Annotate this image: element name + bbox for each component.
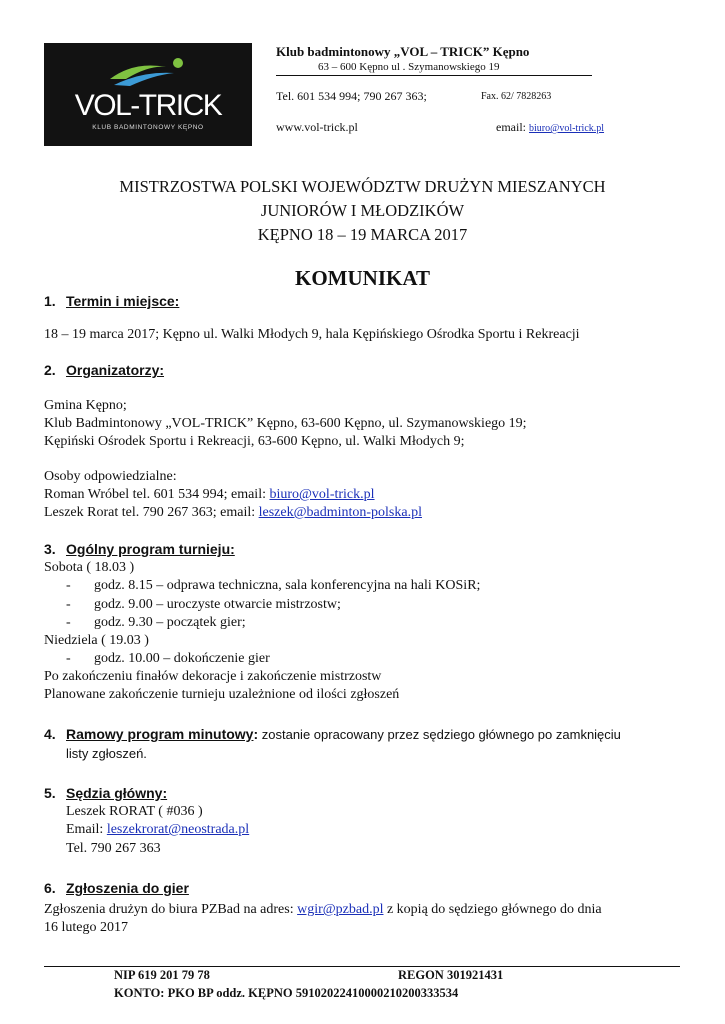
footer-divider bbox=[44, 966, 680, 967]
section-6-heading bbox=[44, 880, 189, 896]
person-1-email-link[interactable]: biuro@vol-trick.pl bbox=[269, 487, 375, 502]
club-name: Klub badmintonowy „VOL – TRICK” Kępno bbox=[276, 44, 530, 59]
title-line-1: MISTRZOSTWA POLSKI WOJEWÓDZTW DRUŻYN MIESZANYCH bbox=[119, 177, 606, 196]
section-colon: : bbox=[253, 726, 259, 742]
section-title: Organizatorzy: bbox=[66, 362, 165, 378]
referee-email-label: Email: bbox=[66, 822, 107, 837]
schedule-item: - godz. 8.15 – odprawa techniczna, sala konferencyjna na hali KOSiR; bbox=[66, 578, 481, 593]
section-number: 3. bbox=[44, 541, 56, 557]
day-saturday: Sobota ( 18.03 ) bbox=[44, 560, 135, 575]
section-2-heading bbox=[44, 362, 164, 378]
title-line-3: KĘPNO 18 – 19 MARCA 2017 bbox=[257, 225, 468, 244]
footer-regon: REGON 301921431 bbox=[398, 968, 504, 982]
entries-text-cont: z kopią do sędziego głównego do dnia bbox=[383, 902, 602, 917]
person-2-email-link[interactable]: leszek@badminton-polska.pl bbox=[258, 505, 422, 520]
section-title: Termin i miejsce: bbox=[66, 293, 180, 309]
header-divider bbox=[276, 75, 592, 76]
section-number: 4. bbox=[44, 726, 56, 742]
event-date-place: 18 – 19 marca 2017; Kępno ul. Walki Młodych 9, hala Kępińskiego Ośrodka Sportu i Rekreacji bbox=[44, 327, 580, 342]
club-email-link[interactable]: biuro@vol-trick.pl bbox=[529, 123, 605, 134]
referee-name: Leszek RORAT ( #036 ) bbox=[66, 804, 203, 819]
page-title: KOMUNIKAT bbox=[295, 266, 430, 290]
logo-wordmark: VOL-TRICK bbox=[74, 89, 222, 122]
entries-deadline: 16 lutego 2017 bbox=[44, 920, 128, 935]
person-1-info: Roman Wróbel tel. 601 534 994; email: bbox=[44, 487, 270, 502]
footer-nip: NIP 619 201 79 78 bbox=[114, 968, 210, 982]
section-1-heading bbox=[44, 293, 179, 309]
section-title: Zgłoszenia do gier bbox=[66, 880, 189, 896]
schedule-item-text: godz. 9.30 – początek gier; bbox=[94, 615, 246, 630]
entries-email-link[interactable]: wgir@pzbad.pl bbox=[297, 902, 384, 917]
section-3-heading bbox=[44, 541, 235, 557]
schedule-note-2: Planowane zakończenie turnieju uzależnione od ilości zgłoszeń bbox=[44, 687, 400, 702]
referee-email bbox=[66, 821, 249, 839]
organizer-2: Klub Badmintonowy „VOL-TRICK” Kępno, 63-600 Kępno, ul. Szymanowskiego 19; bbox=[44, 416, 527, 431]
section-title: Ramowy program minutowy bbox=[66, 726, 254, 742]
organizer-3: Kępiński Ośrodek Sportu i Rekreacji, 63-600 Kępno, ul. Walki Młodych 9; bbox=[44, 434, 465, 449]
referee-phone: Tel. 790 267 363 bbox=[66, 841, 161, 856]
section-4-heading bbox=[44, 726, 621, 742]
club-email-label: email: bbox=[496, 120, 526, 134]
section-4-description-cont: listy zgłoszeń. bbox=[66, 746, 147, 761]
section-number: 1. bbox=[44, 293, 56, 309]
section-4-description: zostanie opracowany przez sędziego głównego po zamknięciu bbox=[258, 727, 621, 742]
entries-info bbox=[44, 901, 602, 919]
person-1 bbox=[44, 486, 375, 504]
schedule-item-text: godz. 10.00 – dokończenie gier bbox=[94, 651, 270, 666]
person-2 bbox=[44, 504, 422, 522]
persons-label: Osoby odpowiedzialne: bbox=[44, 469, 177, 484]
section-number: 2. bbox=[44, 362, 56, 378]
entries-text: Zgłoszenia drużyn do biura PZBad na adres: bbox=[44, 902, 298, 917]
schedule-item-text: godz. 8.15 – odprawa techniczna, sala konferencyjna na hali KOSiR; bbox=[94, 578, 481, 593]
section-number: 6. bbox=[44, 880, 56, 896]
section-title: Sędzia główny: bbox=[66, 785, 168, 801]
section-5-heading bbox=[44, 785, 167, 801]
schedule-item: - godz. 10.00 – dokończenie gier bbox=[66, 651, 270, 666]
swimmer-swoosh-icon bbox=[104, 55, 194, 89]
section-title: Ogólny program turnieju: bbox=[66, 541, 235, 557]
club-fax: Fax. 62/ 7828263 bbox=[481, 91, 552, 102]
logo-subtitle: KLUB BADMINTONOWY KĘPNO bbox=[92, 124, 204, 131]
person-2-info: Leszek Rorat tel. 790 267 363; email: bbox=[44, 505, 259, 520]
title-line-2: JUNIORÓW I MŁODZIKÓW bbox=[260, 201, 465, 220]
club-email bbox=[496, 120, 604, 135]
footer-bank-account: KONTO: PKO BP oddz. KĘPNO 59102022410000210200333534 bbox=[114, 986, 459, 1000]
schedule-item-text: godz. 9.00 – uroczyste otwarcie mistrzostw; bbox=[94, 597, 341, 612]
club-website: www.vol-trick.pl bbox=[276, 120, 358, 134]
club-logo bbox=[44, 43, 252, 146]
day-sunday: Niedziela ( 19.03 ) bbox=[44, 633, 149, 648]
organizer-1: Gmina Kępno; bbox=[44, 398, 127, 413]
schedule-item: - godz. 9.00 – uroczyste otwarcie mistrzostw; bbox=[66, 597, 341, 612]
schedule-item: - godz. 9.30 – początek gier; bbox=[66, 615, 246, 630]
referee-email-link[interactable]: leszekrorat@neostrada.pl bbox=[106, 822, 250, 837]
club-address: 63 – 600 Kępno ul . Szymanowskiego 19 bbox=[318, 61, 500, 73]
section-number: 5. bbox=[44, 785, 56, 801]
schedule-note-1: Po zakończeniu finałów dekoracje i zakończenie mistrzostw bbox=[44, 669, 382, 684]
club-phone: Tel. 601 534 994; 790 267 363; bbox=[276, 89, 427, 103]
